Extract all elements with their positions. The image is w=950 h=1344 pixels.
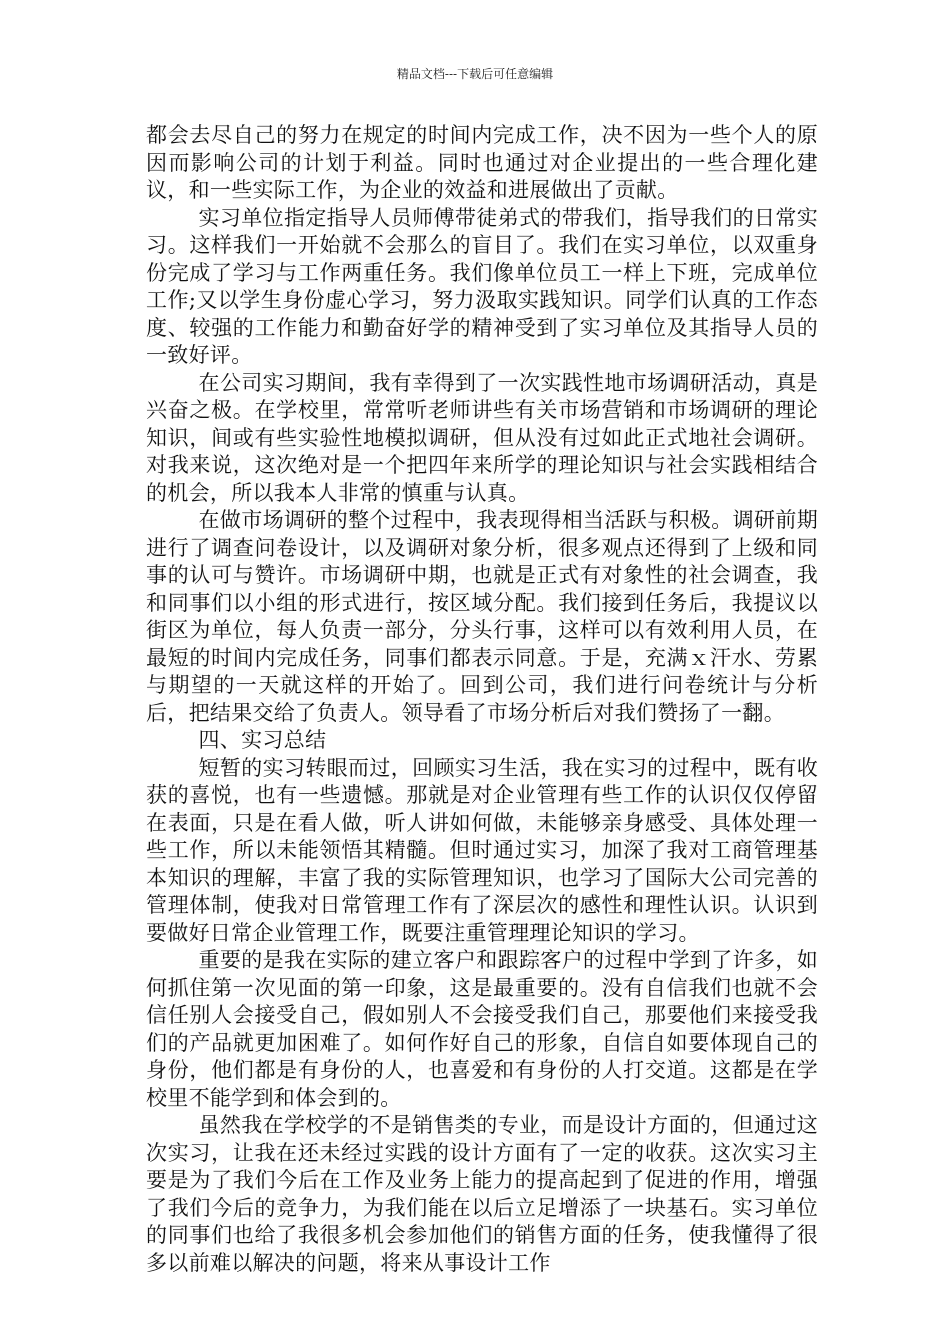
paragraph-market-research-opportunity: 在公司实习期间，我有幸得到了一次实践性地市场调研活动，真是兴奋之极。在学校里，常常听老师讲些有关市场营销和市场调研的理论知识，间或有些实验性地模拟调研，但从没有过如此正式地社会调研。对我来说，这次绝对是一个把四年来所学的理论知识与社会实践相结合的机会，所以我本人非常的慎重与认真。 [146, 370, 818, 505]
document-body [146, 122, 818, 1277]
paragraph-summary-reflection: 短暂的实习转眼而过，回顾实习生活，我在实习的过程中，既有收获的喜悦，也有一些遗憾。那就是对企业管理有些工作的认识仅仅停留在表面，只是在看人做，听人讲如何做，未能够亲身感受、具体处理一些工作，所以未能领悟其精髓。但时通过实习，加深了我对工商管理基本知识的理解，丰富了我的实际管理知识，也学习了国际大公司完善的管理体制，使我对日常管理工作有了深层次的感性和理性认识。认识到要做好日常企业管理工作，既要注重管理理论知识的学习。 [146, 755, 818, 945]
paragraph-market-research-process: 在做市场调研的整个过程中，我表现得相当活跃与积极。调研前期进行了调查问卷设计，以及调研对象分析，很多观点还得到了上级和同事的认可与赞许。市场调研中期，也就是正式有对象性的社会调查，我和同事们以小组的形式进行，按区域分配。我们接到任务后，我提议以街区为单位，每人负责一部分，分头行事，这样可以有效利用人员，在最短的时间内完成任务，同事们都表示同意。于是，充满ｘ汗水、劳累与期望的一天就这样的开始了。回到公司，我们进行问卷统计与分析后，把结果交给了负责人。领导看了市场分析后对我们赞扬了一翻。 [146, 508, 818, 725]
paragraph-continuation: 都会去尽自己的努力在规定的时间内完成工作，决不因为一些个人的原因而影响公司的计划于利益。同时也通过对企业提出的一些合理化建议，和一些实际工作，为企业的效益和进展做出了贡献。 [146, 123, 818, 202]
paragraph-client-relations: 重要的是我在实际的建立客户和跟踪客户的过程中学到了许多，如何抓住第一次见面的第一印象，这是最重要的。没有自信我们也就不会信任别人会接受自己，假如别人不会接受我们自己，那要他们来接受我们的产品就更加困难了。如何作好自己的形象，自信自如要体现自己的身份，他们都是有身份的人，也喜爱和有身份的人打交道。这都是在学校里不能学到和体会到的。 [146, 948, 818, 1110]
section-heading-internship-summary: 四、实习总结 [198, 728, 327, 752]
paragraph-design-gains: 虽然我在学校学的不是销售类的专业，而是设计方面的，但通过这次实习，让我在还未经过实践的设计方面有了一定的收获。这次实习主要是为了我们今后在工作及业务上能力的提高起到了促进的作用，增强了我们今后的竞争力，为我们能在以后立足增添了一块基石。实习单位的同事们也给了我很多机会参加他们的销售方面的任务，使我懂得了很多以前难以解决的问题，将来从事设计工作 [146, 1113, 818, 1275]
paragraph-mentor-guidance: 实习单位指定指导人员师傅带徒弟式的带我们，指导我们的日常实习。这样我们一开始就不会那么的盲目了。我们在实习单位，以双重身份完成了学习与工作两重任务。我们像单位员工一样上下班，完成单位工作;又以学生身份虚心学习，努力汲取实践知识。同学们认真的工作态度、较强的工作能力和勤奋好学的精神受到了实习单位及其指导人员的一致好评。 [146, 205, 818, 367]
page-header: 精品文档---下载后可任意编辑 [396, 67, 554, 81]
